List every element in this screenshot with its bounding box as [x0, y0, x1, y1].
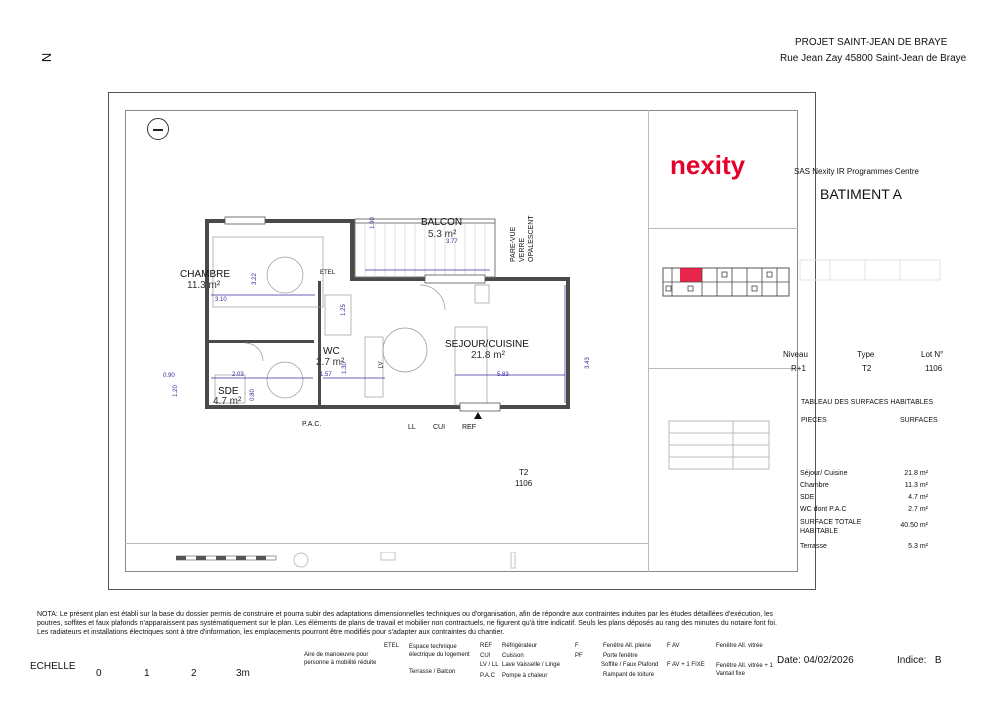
- room-chambre-name: CHAMBRE: [180, 269, 231, 280]
- lv-label: LV: [378, 361, 385, 369]
- legend-fav-code: F AV: [667, 643, 680, 649]
- surfaces-table-title: TABLEAU DES SURFACES HABITABLES: [801, 399, 934, 406]
- dim-label: 3.77: [446, 239, 458, 245]
- niveau-label: Niveau: [783, 350, 808, 359]
- etel-label: ETEL: [320, 270, 336, 276]
- niveau-value: R+1: [791, 364, 806, 373]
- key-plan-ghost: [795, 255, 945, 285]
- scale-mark: 3m: [236, 668, 250, 679]
- scale-label: ECHELLE: [30, 661, 76, 672]
- company-name: SAS Nexity IR Programmes Centre: [794, 167, 919, 176]
- legend-terrasse: Terrasse / Balcon: [409, 669, 456, 675]
- legend-fav1-desc: Fenêtre All. vitrée + 1 Vantail fixe: [716, 663, 773, 677]
- legend-code: CUI: [480, 653, 491, 659]
- project-address: Rue Jean Zay 45800 Saint-Jean de Braye: [780, 53, 967, 64]
- legend-etel-desc: Espace technique électrique du logement: [409, 644, 470, 658]
- key-plan-thumbnail: [662, 262, 792, 298]
- room-grid-sketch: [668, 420, 770, 470]
- dim-label: 0.90: [163, 373, 175, 379]
- scale-mark: 0: [96, 668, 102, 679]
- balcony-decking: [365, 223, 485, 277]
- scale-mark: 2: [191, 668, 197, 679]
- key-plan-highlight: [680, 268, 702, 282]
- legend-soffite: Soffite / Faux Plafond: [601, 662, 659, 668]
- dim-label: 2.03: [232, 372, 244, 378]
- legend-code: REF: [480, 643, 492, 649]
- windows: [225, 217, 500, 411]
- index-field: Indice: B: [897, 655, 942, 666]
- room-balcon-area: 5.3 m²: [428, 229, 457, 240]
- unit-type-label: T2: [519, 468, 529, 477]
- surface-row: Chambre 11.3 m²: [800, 482, 928, 489]
- pac-label: P.A.C.: [302, 421, 322, 428]
- legend-etel-code: ETEL: [384, 643, 400, 649]
- dim-label: 1.25: [340, 304, 347, 316]
- ll-label: LL: [408, 424, 416, 431]
- date-field: Date: 04/02/2026: [777, 655, 854, 666]
- north-arrow-label: N: [39, 52, 55, 63]
- legend-code-desc: Lave Vaisselle / Linge: [502, 662, 560, 668]
- type-value: T2: [862, 364, 872, 373]
- legend-code-desc: Cuisson: [502, 653, 524, 659]
- dim-label: 1.90: [369, 217, 376, 229]
- room-wc-name: WC: [323, 346, 340, 357]
- legend-strip-line: [125, 543, 648, 544]
- nexity-logo: nexity: [670, 150, 746, 180]
- surface-total-row: SURFACE TOTALE HABITABLE 40.50 m²: [800, 519, 928, 535]
- col-pieces: PIECES: [801, 417, 827, 424]
- room-chambre-area: 11.3 m²: [187, 280, 221, 291]
- legend-fav-desc: Fenêtre All. vitrée: [716, 643, 763, 649]
- dim-label: 1.20: [172, 385, 179, 397]
- legend-code: LV / LL: [480, 662, 499, 668]
- room-wc-area: 2.7 m²: [316, 357, 345, 368]
- legend-fav1-code: F AV + 1 FIXE: [667, 662, 705, 668]
- scale-mark: 1: [144, 668, 150, 679]
- dim-label: 3.10: [215, 297, 227, 303]
- legend-pf-code: PF: [575, 653, 583, 659]
- surface-row: Terrasse 5.3 m²: [800, 543, 928, 550]
- lot-label: Lot N°: [921, 350, 944, 359]
- dim-label: 3.43: [584, 357, 591, 369]
- project-title: PROJET SAINT-JEAN DE BRAYE: [795, 37, 948, 48]
- compass-icon: [147, 118, 169, 140]
- dim-label: 1.30: [341, 362, 348, 374]
- room-sde-name: SDE: [218, 386, 239, 397]
- room-sejour-name: SEJOUR/CUISINE: [445, 339, 529, 350]
- pare-vue-note: PARE-VUE VERRE OPALESCENT: [510, 215, 535, 262]
- legend-code-desc: Pompe à chaleur: [502, 673, 548, 679]
- surface-row: SDE 4.7 m²: [800, 494, 928, 501]
- room-balcon-name: BALCON: [421, 217, 463, 228]
- legend-symbols: [176, 552, 516, 570]
- ref-label: REF: [462, 424, 476, 431]
- room-sejour-area: 21.8 m²: [471, 350, 505, 361]
- legend-code: P.A.C: [480, 673, 495, 679]
- lot-value: 1106: [925, 364, 943, 373]
- title-block-divider: [648, 110, 649, 572]
- disclaimer-note: NOTA: Le présent plan est établi sur la base du dossier permis de construire et pourra subir des adaptations dimensionnelles techniques ou d'organisation, afin de répondre aux contraintes induites par les études détaillées d'exécution, les poutres, soffites et faux plafonds n'apparaissent pas systématiquement sur le plan. Les éléments de plans de travail et mobilier non contractuels, ne figurent qu'à titre indicatif. Seuls les plans déposés au rang des minutes du notaire font foi. Les radiateurs et installations électriques sont à titre d'information, les emplacements pourront être modifiés pour s'adapter aux contraintes du chantier.: [37, 611, 777, 636]
- surface-row: Séjour/ Cuisine 21.8 m²: [800, 470, 928, 477]
- type-label: Type: [857, 350, 875, 359]
- room-sde-area: 4.7 m²: [213, 396, 242, 407]
- legend-f-desc: Fenêtre All. pleine: [603, 643, 652, 649]
- dim-label: 5.83: [497, 372, 509, 378]
- dim-label: 0.80: [249, 389, 256, 401]
- legend-pf-desc: Porte fenêtre: [603, 653, 638, 659]
- building-name: BATIMENT A: [820, 186, 902, 202]
- dim-label: 3.22: [251, 273, 258, 285]
- col-surfaces: SURFACES: [900, 417, 938, 424]
- legend-code-desc: Réfrigérateur: [502, 643, 538, 649]
- unit-number-label: 1106: [515, 479, 533, 488]
- dim-label: 1.57: [320, 372, 332, 378]
- entry-arrow-icon: [474, 412, 482, 419]
- legend-pmr: Aire de manoeuvre pour personne à mobilité réduite: [304, 652, 377, 666]
- legend-rampant: Rampant de toiture: [603, 672, 655, 678]
- surface-row: WC dont P.A.C 2.7 m²: [800, 506, 928, 513]
- legend-f-code: F: [575, 643, 579, 649]
- cui-label: CUI: [433, 424, 446, 431]
